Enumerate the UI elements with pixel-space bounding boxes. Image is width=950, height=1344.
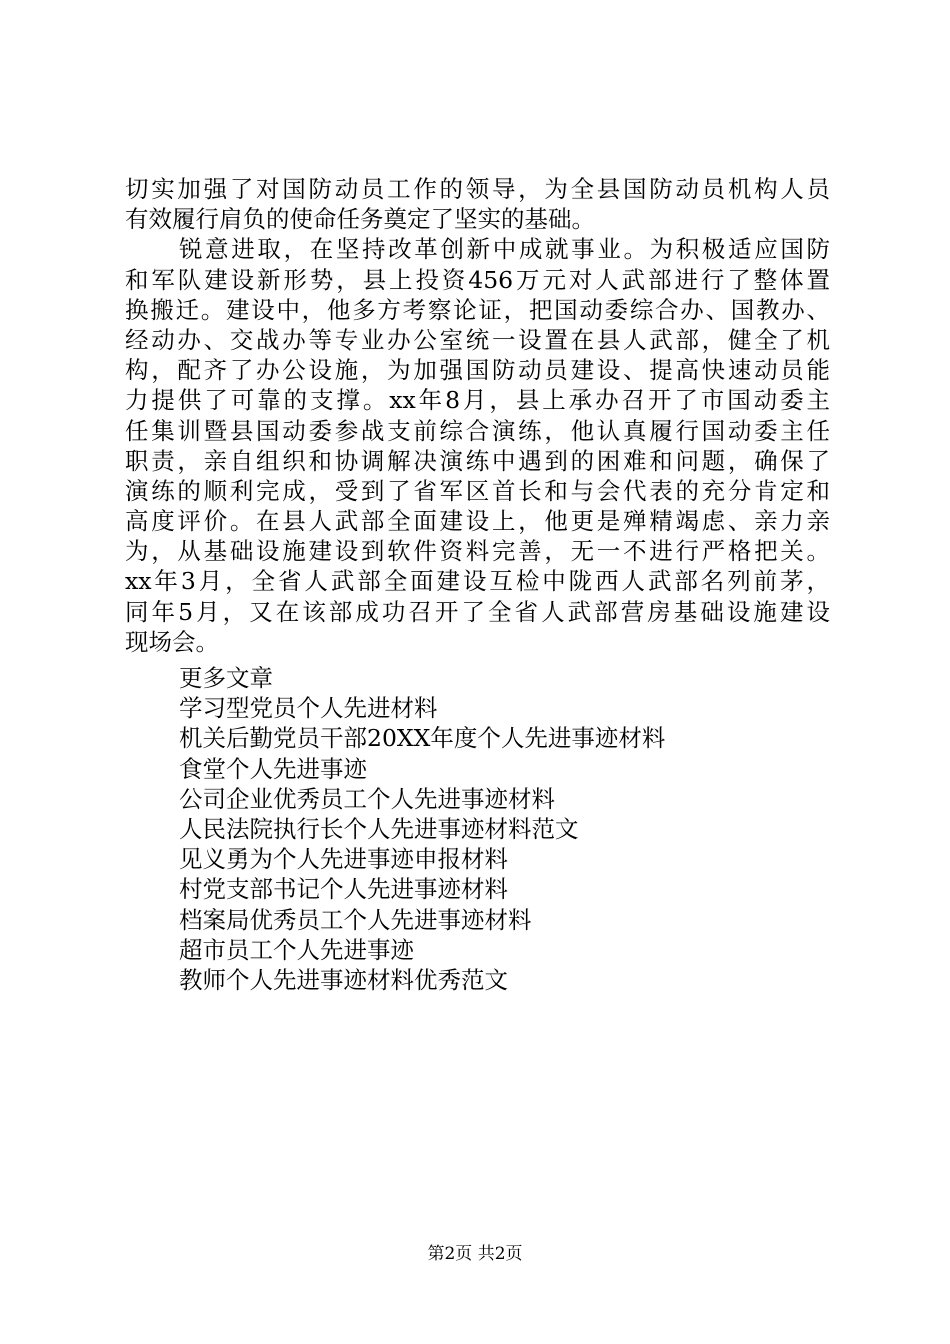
text-line: 构，配齐了办公设施，为加强国防动员建设、提高快速动员能 <box>125 356 830 385</box>
text-line: 和军队建设新形势，县上投资456万元对人武部进行了整体置 <box>125 265 830 294</box>
text-line: 有效履行肩负的使命任务奠定了坚实的基础。 <box>125 205 595 234</box>
text-line: 同年5月，又在该部成功召开了全省人武部营房基础设施建设 <box>125 597 830 626</box>
article-link[interactable]: 人民法院执行长个人先进事迹材料范文 <box>179 814 579 843</box>
article-link[interactable]: 档案局优秀员工个人先进事迹材料 <box>179 905 532 934</box>
text-line: 演练的顺利完成，受到了省军区首长和与会代表的充分肯定和 <box>125 476 830 505</box>
text-line: 换搬迁。建设中，他多方考察论证，把国动委综合办、国教办、 <box>125 295 830 324</box>
paragraph-1 <box>125 174 830 234</box>
article-link[interactable]: 学习型党员个人先进材料 <box>179 694 438 723</box>
text-line: 任集训暨县国动委参战支前综合演练，他认真履行国动委主任 <box>125 416 830 445</box>
article-link[interactable]: 食堂个人先进事迹 <box>179 754 367 783</box>
text-line: 职责，亲自组织和协调解决演练中遇到的困难和问题，确保了 <box>125 446 830 475</box>
page-footer: 第2页 共2页 <box>427 1244 523 1264</box>
document-body <box>125 174 830 657</box>
text-line: 力提供了可靠的支撑。xx年8月，县上承办召开了市国动委主 <box>125 386 830 415</box>
text-line: 为，从基础设施建设到软件资料完善，无一不进行严格把关。 <box>125 537 830 566</box>
article-link[interactable]: 村党支部书记个人先进事迹材料 <box>179 875 508 904</box>
text-line: 经动办、交战办等专业办公室统一设置在县人武部，健全了机 <box>125 325 830 354</box>
text-line: 现场会。 <box>125 627 219 656</box>
text-line: xx年3月，全省人武部全面建设互检中陇西人武部名列前茅， <box>125 567 830 596</box>
text-line: 切实加强了对国防动员工作的领导，为全县国防动员机构人员 <box>125 175 830 203</box>
more-articles-heading: 更多文章 <box>179 664 273 692</box>
text-line: 高度评价。在县人武部全面建设上，他更是殚精竭虑、亲力亲 <box>125 507 830 536</box>
paragraph-2 <box>125 234 830 657</box>
article-link[interactable]: 机关后勤党员干部20XX年度个人先进事迹材料 <box>179 724 666 753</box>
article-link[interactable]: 超市员工个人先进事迹 <box>179 935 414 964</box>
text-line: 锐意进取，在坚持改革创新中成就事业。为积极适应国防 <box>179 235 830 264</box>
article-link[interactable]: 教师个人先进事迹材料优秀范文 <box>179 965 508 994</box>
article-link[interactable]: 见义勇为个人先进事迹申报材料 <box>179 845 508 874</box>
more-articles-section <box>179 663 665 995</box>
article-link[interactable]: 公司企业优秀员工个人先进事迹材料 <box>179 784 555 813</box>
